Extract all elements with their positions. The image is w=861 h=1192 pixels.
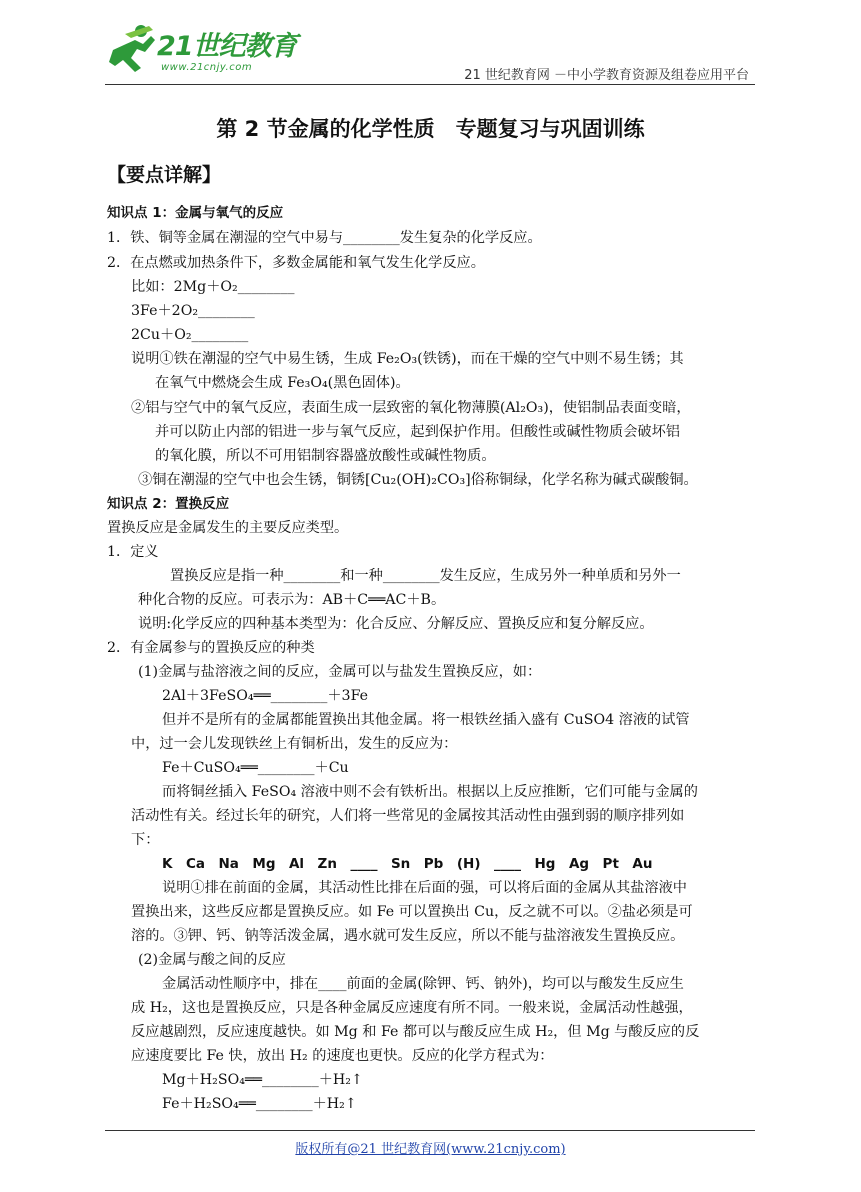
knowledge-point-heading: 知识点 1：金属与氧气的反应 [107,205,284,221]
equation-line: 2Al＋3FeSO₄══________＋3Fe [162,688,369,704]
header-divider [105,84,755,85]
text-line: 说明①排在前面的金属，其活动性比排在后面的强，可以将后面的金属从其盐溶液中 [162,880,687,896]
text-line: 置换出来，这些反应都是置换反应。如 Fe 可以置换出 Cu，反之就不可以。②盐必须是可 [131,904,693,920]
text-line: 金属活动性顺序中，排在____前面的金属(除钾、钙、钠外)，均可以与酸发生反应生 [162,976,684,992]
section-heading: 【要点详解】 [107,164,222,186]
text-line: 的氧化膜，所以不可用铝制容器盛放酸性或碱性物质。 [155,448,496,464]
text-line: 溶的。③钾、钙、钠等活泼金属，遇水就可发生反应，所以不能与盐溶液发生置换反应。 [131,928,685,944]
text-line: ②铝与空气中的氧气反应，表面生成一层致密的氧化物薄膜(Al₂O₃)，使铝制品表面变暗， [131,400,691,416]
text-line: 2．有金属参与的置换反应的种类 [107,640,315,656]
text-line: 置换反应是金属发生的主要反应类型。 [107,520,349,536]
text-line: 中，过一会儿发现铁丝上有铜析出，发生的反应为： [131,736,458,752]
equation-line: 2Cu＋O₂________ [131,327,249,343]
activity-series-line: K Ca Na Mg Al Zn ____ Sn Pb (H) ____ Hg Ag Pt Au [162,856,653,872]
text-line: 但并不是所有的金属都能置换出其他金属。将一根铁丝插入盛有 CuSO4 溶液的试管 [162,712,690,728]
text-line: (2)金属与酸之间的反应 [138,952,286,968]
site-logo[interactable] [105,22,305,80]
text-line: ③铜在潮湿的空气中也会生锈，铜锈[Cu₂(OH)₂CO₃]俗称铜绿，化学名称为碱式碳酸铜。 [138,472,698,488]
text-line: 在氧气中燃烧会生成 Fe₃O₄(黑色固体)。 [155,375,410,391]
text-line: 而将铜丝插入 FeSO₄ 溶液中则不会有铁析出。根据以上反应推断，它们可能与金属的 [162,784,698,800]
text-line: 置换反应是指一种________和一种________发生反应，生成另外一种单质和另外一 [170,568,681,584]
knowledge-point-heading: 知识点 2：置换反应 [107,496,230,512]
equation-line: Fe＋CuSO₄══________＋Cu [162,760,349,776]
text-line: 种化合物的反应。可表示为：AB＋C══AC＋B。 [138,592,446,608]
text-line: 活动性有关。经过长年的研究，人们将一些常见的金属按其活动性由强到弱的顺序排列如 [131,808,685,824]
text-line: 2．在点燃或加热条件下，多数金属能和氧气发生化学反应。 [107,255,485,271]
text-line: 说明:化学反应的四种基本类型为：化合反应、分解反应、置换反应和复分解反应。 [138,616,654,632]
equation-line: Fe＋H₂SO₄══________＋H₂↑ [162,1096,357,1112]
site-tagline: 21 世纪教育网 －中小学教育资源及组卷应用平台 [464,68,749,83]
equation-line: 3Fe＋2O₂________ [131,303,255,319]
footer-divider [105,1130,755,1131]
logo-text: 21世纪教育 [157,31,297,62]
text-line: (1)金属与盐溶液之间的反应，金属可以与盐发生置换反应，如： [138,664,542,680]
runner-logo-icon [105,22,161,80]
page-header [105,22,755,84]
equation-line: 比如：2Mg＋O₂________ [131,279,295,295]
text-line: 反应越剧烈，反应速度越快。如 Mg 和 Fe 都可以与酸反应生成 H₂，但 Mg 与酸反应的反 [131,1024,700,1040]
text-line: 说明①铁在潮湿的空气中易生锈，生成 Fe₂O₃(铁锈)，而在干燥的空气中则不易生锈；其 [131,351,684,367]
logo-url: www.21cnjy.com [161,62,253,73]
text-line: 1．定义 [107,544,159,560]
text-line: 1．铁、铜等金属在潮湿的空气中易与________发生复杂的化学反应。 [107,230,542,246]
page-title: 第 2 节金属的化学性质 专题复习与巩固训练 [216,117,645,141]
text-line: 下： [131,832,160,848]
equation-line: Mg＋H₂SO₄══________＋H₂↑ [162,1072,363,1088]
text-line: 成 H₂，这也是置换反应，只是各种金属反应速度有所不同。一般来说，金属活动性越强， [131,1000,693,1016]
text-line: 应速度要比 Fe 快，放出 H₂ 的速度也更快。反应的化学方程式为： [131,1048,554,1064]
footer-copyright-link[interactable]: 版权所有@21 世纪教育网(www.21cnjy.com) [295,1142,566,1157]
text-line: 并可以防止内部的铝进一步与氧气反应，起到保护作用。但酸性或碱性物质会破坏铝 [155,424,680,440]
